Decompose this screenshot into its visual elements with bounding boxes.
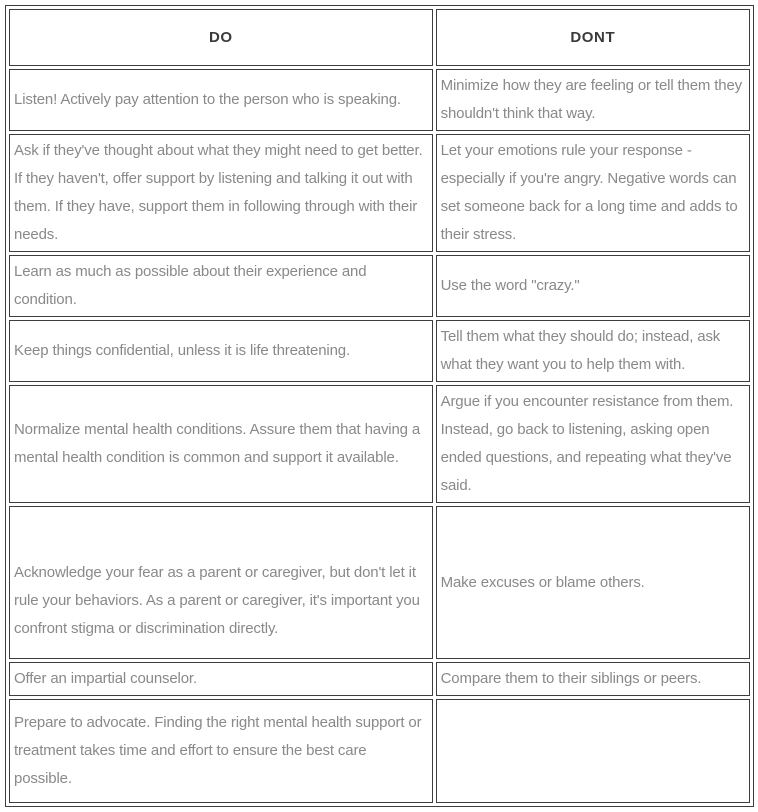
- table-row: [9, 69, 750, 131]
- table-row: [9, 255, 750, 317]
- table-row: [9, 506, 750, 659]
- table-row: [9, 662, 750, 696]
- do-dont-table: [5, 5, 754, 807]
- dont-cell: Use the word "crazy.": [436, 255, 750, 317]
- column-header-do: DO: [9, 9, 433, 66]
- table-row: [9, 699, 750, 803]
- do-cell: Keep things confidential, unless it is life threatening.: [9, 320, 433, 382]
- dont-cell: Minimize how they are feeling or tell them they shouldn't think that way.: [436, 69, 750, 131]
- dont-cell: Tell them what they should do; instead, ask what they want you to help them with.: [436, 320, 750, 382]
- do-cell: Learn as much as possible about their experience and condition.: [9, 255, 433, 317]
- dont-cell: Let your emotions rule your response - especially if you're angry. Negative words can set someone back for a long time and adds to their stress.: [436, 134, 750, 252]
- do-cell: Offer an impartial counselor.: [9, 662, 433, 696]
- dont-cell: Argue if you encounter resistance from them. Instead, go back to listening, asking open ended questions, and repeating what they've said.: [436, 385, 750, 503]
- do-cell: Acknowledge your fear as a parent or caregiver, but don't let it rule your behaviors. As a parent or caregiver, it's important you confront stigma or discrimination directly.: [9, 506, 433, 659]
- table-row: [9, 385, 750, 503]
- header-row: [9, 9, 750, 66]
- do-cell: Ask if they've thought about what they might need to get better. If they haven't, offer support by listening and talking it out with them. If they have, support them in following through with their needs.: [9, 134, 433, 252]
- do-cell: Normalize mental health conditions. Assure them that having a mental health condition is common and support it available.: [9, 385, 433, 503]
- table-row: [9, 320, 750, 382]
- table-row: [9, 134, 750, 252]
- dont-cell: Make excuses or blame others.: [436, 506, 750, 659]
- dont-cell: [436, 699, 750, 803]
- do-cell: Listen! Actively pay attention to the person who is speaking.: [9, 69, 433, 131]
- column-header-dont: DONT: [436, 9, 750, 66]
- dont-cell: Compare them to their siblings or peers.: [436, 662, 750, 696]
- do-cell: Prepare to advocate. Finding the right mental health support or treatment takes time and effort to ensure the best care possible.: [9, 699, 433, 803]
